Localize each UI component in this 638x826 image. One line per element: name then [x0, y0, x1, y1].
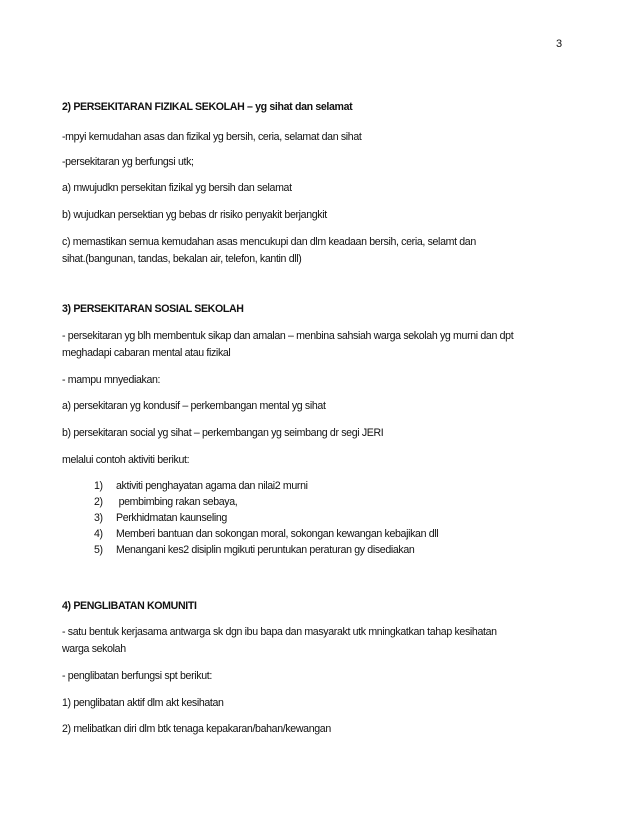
section-3-line: meghadapi cabaran mental atau fizikal: [62, 347, 231, 359]
section-4-line: - satu bentuk kerjasama antwarga sk dgn ibu bapa dan masyarakt utk mningkatkan tahap kesihatan: [62, 626, 497, 638]
list-item: 3) Perkhidmatan kaunseling: [94, 512, 227, 524]
page-number: 3: [556, 38, 563, 50]
section-4-line: warga sekolah: [62, 643, 126, 655]
section-2-heading: 2) PERSEKITARAN FIZIKAL SEKOLAH – yg sihat dan selamat: [62, 101, 353, 113]
list-item: 2) pembimbing rakan sebaya,: [94, 496, 238, 508]
section-2-line: c) memastikan semua kemudahan asas mencukupi dan dlm keadaan bersih, ceria, selamt dan: [62, 236, 476, 248]
section-3-line: melalui contoh aktiviti berikut:: [62, 454, 190, 466]
section-2-line: b) wujudkan persektian yg bebas dr risiko penyakit berjangkit: [62, 209, 327, 221]
list-item: 4) Memberi bantuan dan sokongan moral, sokongan kewangan kebajikan dll: [94, 528, 439, 540]
section-3-line: - mampu mnyediakan:: [62, 374, 161, 386]
section-4-heading: 4) PENGLIBATAN KOMUNITI: [62, 600, 197, 612]
section-2-line: -persekitaran yg berfungsi utk;: [62, 156, 194, 168]
section-3-line: - persekitaran yg blh membentuk sikap dan amalan – menbina sahsiah warga sekolah yg murni dan dpt: [62, 330, 514, 342]
section-4-line: 2) melibatkan diri dlm btk tenaga kepakaran/bahan/kewangan: [62, 723, 331, 735]
section-4-line: 1) penglibatan aktif dlm akt kesihatan: [62, 697, 224, 709]
list-item: 5) Menangani kes2 disiplin mgikuti peruntukan peraturan gy disediakan: [94, 544, 415, 556]
section-3-line: b) persekitaran social yg sihat – perkembangan yg seimbang dr segi JERI: [62, 427, 384, 439]
section-2-line: a) mwujudkn persekitan fizikal yg bersih dan selamat: [62, 182, 292, 194]
list-item: 1) aktiviti penghayatan agama dan nilai2 murni: [94, 480, 308, 492]
section-2-line: sihat.(bangunan, tandas, bekalan air, telefon, kantin dll): [62, 253, 302, 265]
section-3-line: a) persekitaran yg kondusif – perkembangan mental yg sihat: [62, 400, 326, 412]
section-4-line: - penglibatan berfungsi spt berikut:: [62, 670, 212, 682]
section-3-heading: 3) PERSEKITARAN SOSIAL SEKOLAH: [62, 303, 244, 315]
section-2-line: -mpyi kemudahan asas dan fizikal yg bersih, ceria, selamat dan sihat: [62, 131, 362, 143]
